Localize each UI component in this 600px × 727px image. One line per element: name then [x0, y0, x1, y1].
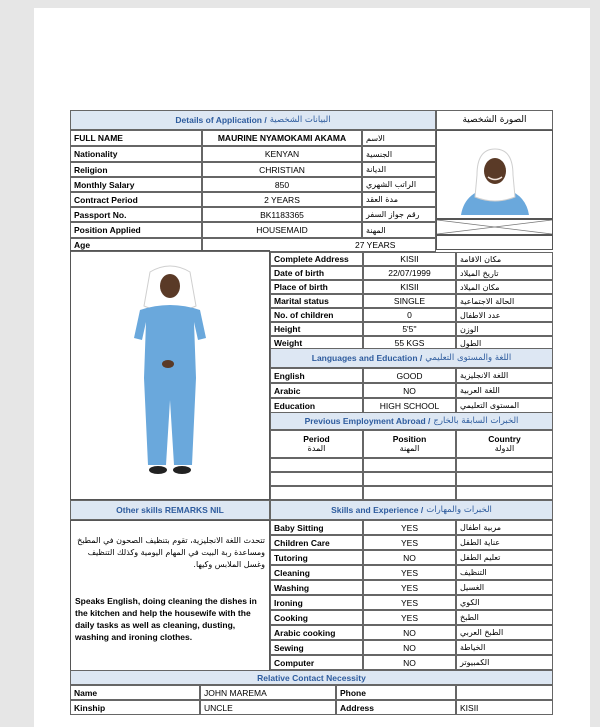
language-arabic: المستوى التعليمي [456, 398, 553, 413]
skill-label: Cleaning [270, 565, 363, 580]
crossed-box-2 [436, 235, 553, 250]
contact-name-label: Name [70, 685, 200, 700]
personal-value: KISII [363, 280, 456, 294]
details-arabic: المهنة [362, 222, 436, 238]
skill-arabic: الطبخ العربي [456, 625, 553, 640]
employment-position-cell [363, 458, 456, 472]
application-page [34, 8, 590, 727]
personal-arabic: تاريخ الميلاد [456, 266, 553, 280]
details-label: Position Applied [70, 222, 202, 238]
personal-label: Weight [270, 336, 363, 350]
details-label: Nationality [70, 146, 202, 162]
skill-value: NO [363, 655, 456, 670]
employment-period-cell [270, 486, 363, 500]
details-arabic: الاسم [362, 130, 436, 146]
personal-label: Marital status [270, 294, 363, 308]
details-arabic: الديانة [362, 162, 436, 177]
contact-phone-label: Phone [336, 685, 456, 700]
employment-period-cell [270, 472, 363, 486]
contact-address-label: Address [336, 700, 456, 715]
skill-label: Cooking [270, 610, 363, 625]
skill-value: NO [363, 640, 456, 655]
skill-value: YES [363, 610, 456, 625]
portrait-photo [436, 130, 553, 219]
languages-header: Languages and Education / اللغة والمستوى التعليمي [270, 348, 553, 368]
personal-value: 22/07/1999 [363, 266, 456, 280]
language-label: English [270, 368, 363, 383]
employment-col-country: Country الدولة [456, 430, 553, 458]
skill-value: YES [363, 535, 456, 550]
skill-label: Ironing [270, 595, 363, 610]
details-value: CHRISTIAN [202, 162, 362, 177]
skill-arabic: الكوي [456, 595, 553, 610]
personal-arabic: مكان الاقامة [456, 252, 553, 266]
personal-arabic: الطول [456, 336, 553, 350]
contact-address-value: KISII [456, 700, 553, 715]
crossed-box-1 [436, 219, 553, 235]
employment-header: Previous Employment Abroad / الخبرات السابقة بالخارج [270, 412, 553, 430]
details-label: Monthly Salary [70, 177, 202, 192]
skill-arabic: تعليم الطفل [456, 550, 553, 565]
personal-label: Height [270, 322, 363, 336]
other-skills-box [70, 520, 270, 675]
language-value: HIGH SCHOOL [363, 398, 456, 413]
personal-arabic: الوزن [456, 322, 553, 336]
details-value: HOUSEMAID [202, 222, 362, 238]
personal-value: 0 [363, 308, 456, 322]
details-value: 850 [202, 177, 362, 192]
employment-period-cell [270, 458, 363, 472]
other-skills-arabic: تتحدث اللغة الانجليزية، تقوم بتنظيف الصحون في المطبخ ومساعدة ربة البيت في المهام اليومية وكذلك التنظيف وغسل الملابس وكيها. [77, 536, 265, 569]
skill-label: Tutoring [270, 550, 363, 565]
other-skills-english: Speaks English, doing cleaning the dishes in the kitchen and help the housewife with the daily tasks as well as cleaning, dusting, washing and ironing clothes. [75, 596, 257, 642]
contact-name-value: JOHN MAREMA [200, 685, 336, 700]
contact-kinship-label: Kinship [70, 700, 200, 715]
full-body-photo [70, 250, 270, 500]
language-arabic: اللغة الانجليزية [456, 368, 553, 383]
skill-arabic: الكمبيوتر [456, 655, 553, 670]
details-arabic: الراتب الشهري [362, 177, 436, 192]
details-label: Religion [70, 162, 202, 177]
skill-label: Washing [270, 580, 363, 595]
personal-label: Place of birth [270, 280, 363, 294]
employment-col-period: Period المدة [270, 430, 363, 458]
contact-header: Relative Contact Necessity [70, 670, 553, 685]
skill-label: Arabic cooking [270, 625, 363, 640]
details-label: Contract Period [70, 192, 202, 207]
personal-label: No. of children [270, 308, 363, 322]
contact-phone-value [456, 685, 553, 700]
details-arabic: رقم جواز السفر [362, 207, 436, 222]
skill-value: NO [363, 550, 456, 565]
skill-arabic: التنظيف [456, 565, 553, 580]
language-label: Education [270, 398, 363, 413]
language-label: Arabic [270, 383, 363, 398]
details-value: MAURINE NYAMOKAMI AKAMA [202, 130, 362, 146]
details-label: Age [70, 238, 202, 252]
details-arabic: مدة العقد [362, 192, 436, 207]
skill-value: NO [363, 625, 456, 640]
portrait-image [455, 135, 535, 215]
personal-label: Date of birth [270, 266, 363, 280]
photo-label: الصورة الشخصية [436, 110, 553, 130]
details-arabic: الجنسية [362, 146, 436, 162]
details-value: 2 YEARS [202, 192, 362, 207]
skill-arabic: الغسيل [456, 580, 553, 595]
details-value: KENYAN [202, 146, 362, 162]
employment-position-cell [363, 472, 456, 486]
details-label: Passport No. [70, 207, 202, 222]
skill-arabic: عناية الطفل [456, 535, 553, 550]
personal-arabic: الحالة الاجتماعية [456, 294, 553, 308]
personal-value: 55 KGS [363, 336, 456, 350]
personal-value: SINGLE [363, 294, 456, 308]
employment-country-cell [456, 472, 553, 486]
skill-value: YES [363, 565, 456, 580]
skill-label: Children Care [270, 535, 363, 550]
details-value: 27 YEARS [202, 238, 436, 252]
skill-value: YES [363, 580, 456, 595]
skill-label: Baby Sitting [270, 520, 363, 535]
skill-value: YES [363, 595, 456, 610]
employment-country-cell [456, 458, 553, 472]
personal-value: 5'5'' [363, 322, 456, 336]
personal-arabic: مكان الميلاد [456, 280, 553, 294]
employment-col-position: Position المهنة [363, 430, 456, 458]
other-skills-header: Other skills REMARKS NIL [70, 500, 270, 520]
skills-header: Skills and Experience / الخبرات والمهارات [270, 500, 553, 520]
personal-label: Complete Address [270, 252, 363, 266]
skill-value: YES [363, 520, 456, 535]
skill-label: Computer [270, 655, 363, 670]
skill-arabic: الطبخ [456, 610, 553, 625]
personal-value: KISII [363, 252, 456, 266]
details-label: FULL NAME [70, 130, 202, 146]
language-value: NO [363, 383, 456, 398]
personal-arabic: عدد الاطفال [456, 308, 553, 322]
employment-country-cell [456, 486, 553, 500]
skill-label: Sewing [270, 640, 363, 655]
language-arabic: اللغة العربية [456, 383, 553, 398]
language-value: GOOD [363, 368, 456, 383]
contact-kinship-value: UNCLE [200, 700, 336, 715]
details-value: BK1183365 [202, 207, 362, 222]
full-body-image [110, 260, 230, 490]
details-header: Details of Application / البيانات الشخصية [70, 110, 436, 130]
skill-arabic: الخياطة [456, 640, 553, 655]
skill-arabic: مربية اطفال [456, 520, 553, 535]
employment-position-cell [363, 486, 456, 500]
